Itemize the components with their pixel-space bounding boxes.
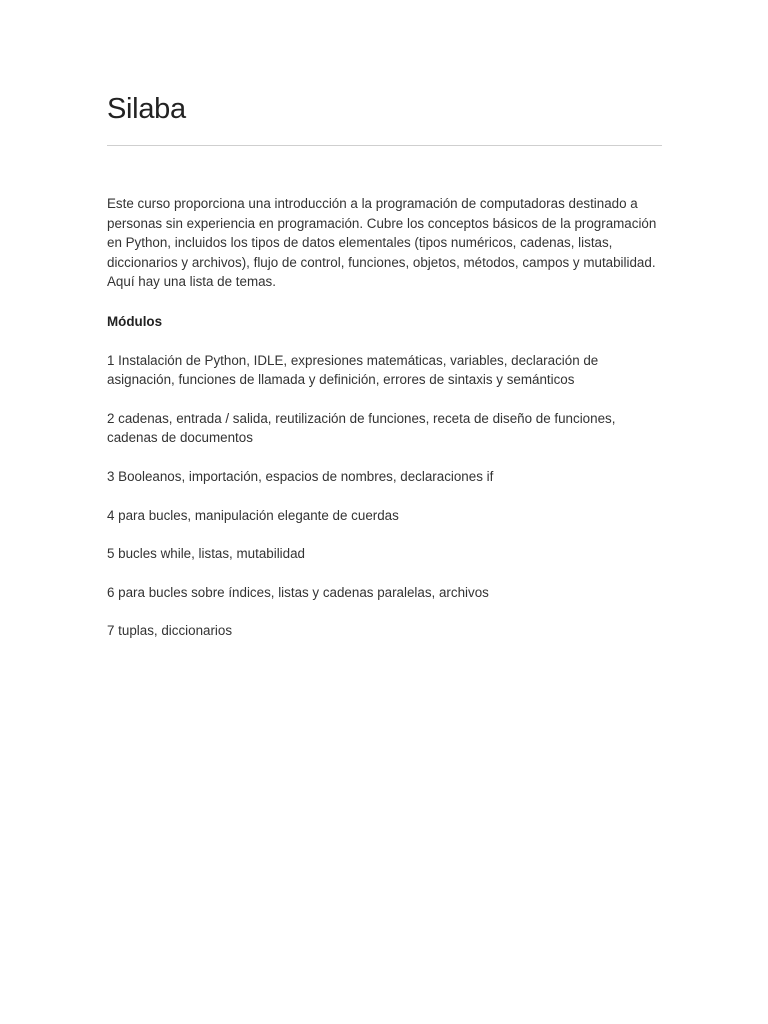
title-divider xyxy=(107,145,662,146)
module-item-2: 2 cadenas, entrada / salida, reutilización de funciones, receta de diseño de funciones, cadenas de documentos xyxy=(107,410,616,446)
module-item-1: 1 Instalación de Python, IDLE, expresiones matemáticas, variables, declaración de asignación, funciones de llamada y definición, errores de sintaxis y semánticos xyxy=(107,352,599,388)
modules-heading: Módulos xyxy=(107,313,163,329)
intro-paragraph: Este curso proporciona una introducción a la programación de computadoras destinado a personas sin experiencia en programación. Cubre los conceptos básicos de la programación en Python, incluidos los tipos de datos elementales (tipos numéricos, cadenas, listas, diccionarios y archivos), flujo de control, funciones, objetos, métodos, campos y mutabilidad. Aquí hay una lista de temas. xyxy=(107,196,657,290)
modules-list xyxy=(107,351,662,641)
module-item-6: 6 para bucles sobre índices, listas y cadenas paralelas, archivos xyxy=(107,584,489,600)
module-item-5: 5 bucles while, listas, mutabilidad xyxy=(107,546,305,562)
module-item-7: 7 tuplas, diccionarios xyxy=(107,623,233,639)
page-title: Silaba xyxy=(107,93,186,125)
document-page xyxy=(107,0,662,641)
module-item-3: 3 Booleanos, importación, espacios de nombres, declaraciones if xyxy=(107,468,494,484)
module-item-4: 4 para bucles, manipulación elegante de cuerdas xyxy=(107,507,399,523)
